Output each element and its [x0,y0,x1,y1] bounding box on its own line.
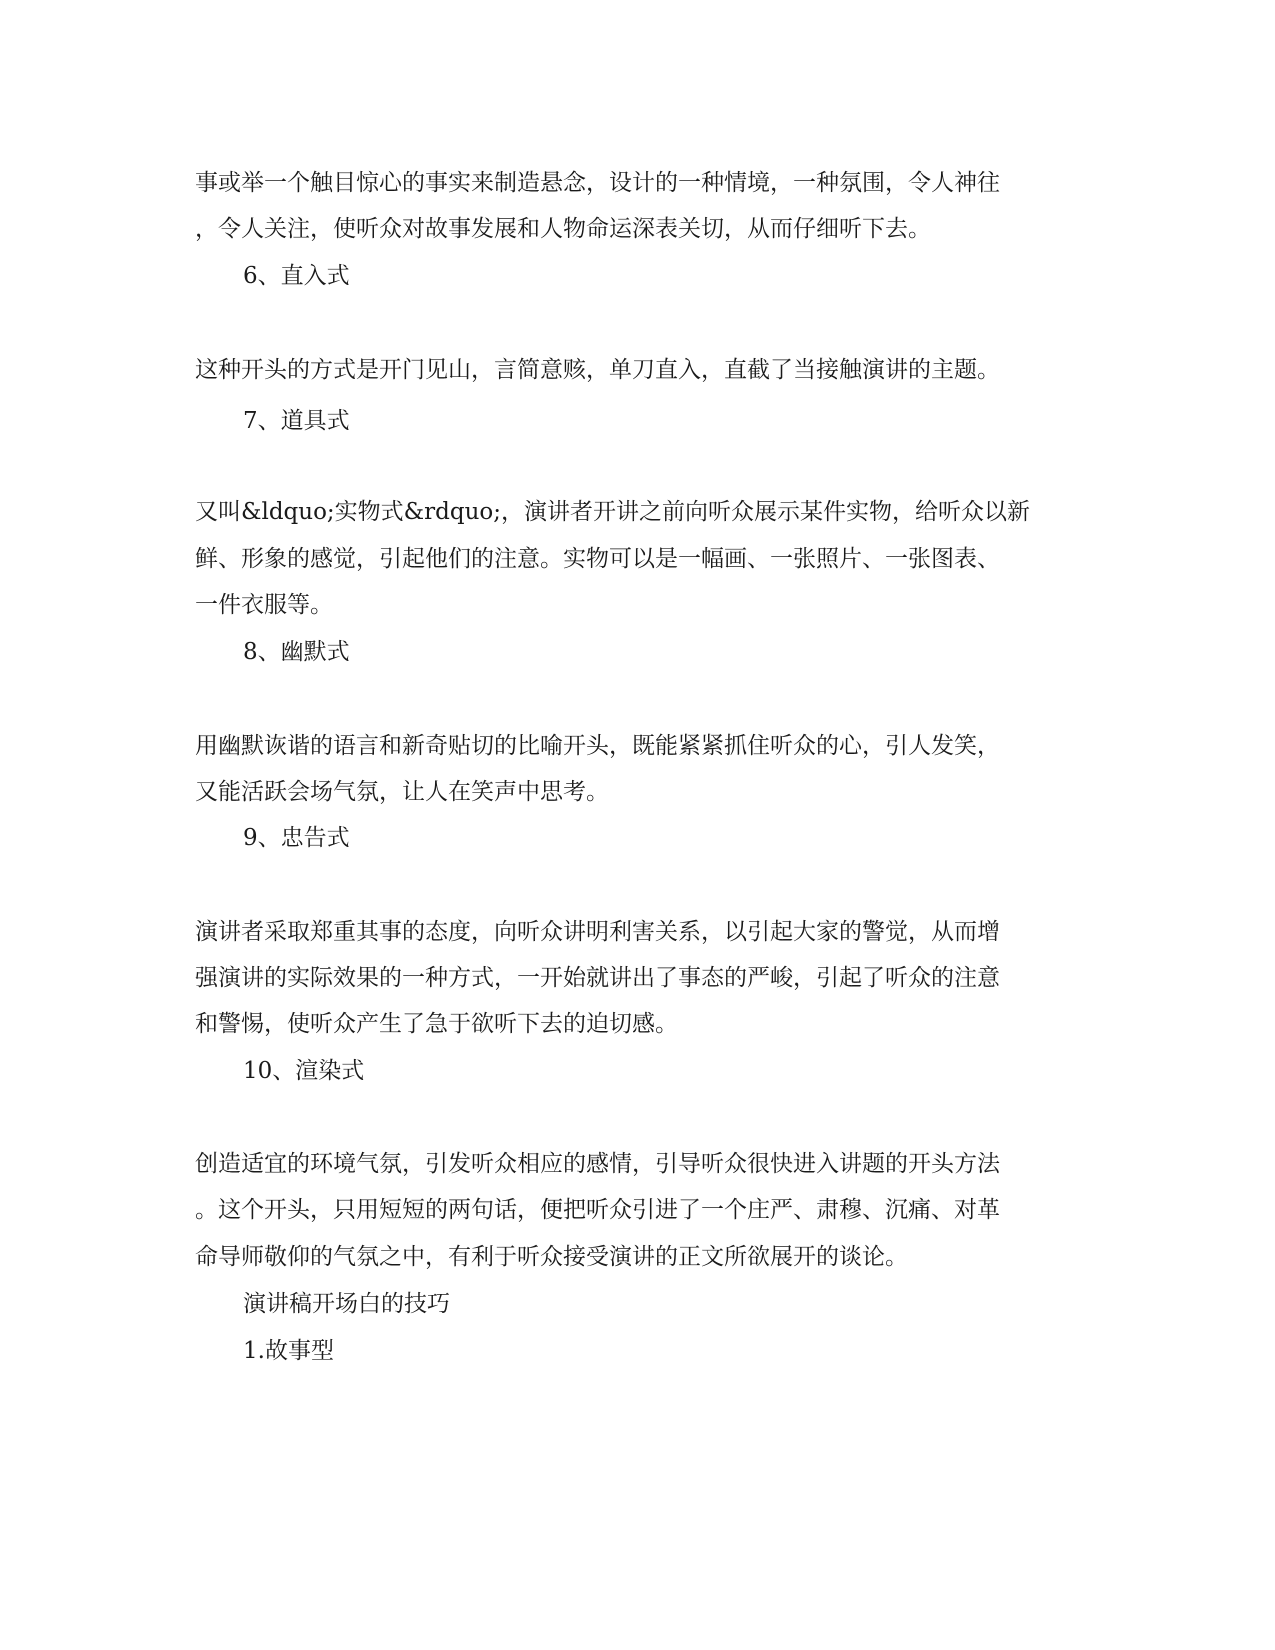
paragraph-line: ，令人关注，使听众对故事发展和人物命运深表关切，从而仔细听下去。 [195,216,931,242]
paragraph-line: 和警惕，使听众产生了急于欲听下去的迫切感。 [195,1011,678,1037]
section-heading: 8、幽默式 [243,639,350,665]
section-heading: 9、忠告式 [243,825,350,851]
paragraph-line: 一件衣服等。 [195,592,333,618]
paragraph-line: 强演讲的实际效果的一种方式，一开始就讲出了事态的严峻，引起了听众的注意 [195,965,1000,991]
section-heading: 7、道具式 [243,408,350,434]
paragraph-line: 演讲者采取郑重其事的态度，向听众讲明利害关系，以引起大家的警觉，从而增 [195,919,1000,945]
paragraph-line: 创造适宜的环境气氛，引发听众相应的感情，引导听众很快进入讲题的开头方法 [195,1151,1000,1177]
section-heading: 1.故事型 [243,1338,334,1364]
paragraph-line: 又能活跃会场气氛，让人在笑声中思考。 [195,779,609,805]
paragraph-line: 。这个开头，只用短短的两句话，便把听众引进了一个庄严、肃穆、沉痛、对革 [195,1197,1000,1223]
paragraph-line: 事或举一个触目惊心的事实来制造悬念，设计的一种情境，一种氛围，令人神往 [195,170,1000,196]
paragraph-line: 命导师敬仰的气氛之中，有利于听众接受演讲的正文所欲展开的谈论。 [195,1244,908,1270]
section-heading: 演讲稿开场白的技巧 [243,1291,450,1317]
paragraph-line: 鲜、形象的感觉，引起他们的注意。实物可以是一幅画、一张照片、一张图表、 [195,546,1000,572]
paragraph-line: 用幽默诙谐的语言和新奇贴切的比喻开头，既能紧紧抓住听众的心，引人发笑， [195,733,1000,759]
paragraph-line: 又叫&ldquo;实物式&rdquo;，演讲者开讲之前向听众展示某件实物，给听众以新 [195,499,1031,525]
paragraph-line: 这种开头的方式是开门见山，言简意赅，单刀直入，直截了当接触演讲的主题。 [195,357,1000,383]
section-heading: 6、直入式 [243,263,350,289]
section-heading: 10、渲染式 [243,1058,365,1084]
